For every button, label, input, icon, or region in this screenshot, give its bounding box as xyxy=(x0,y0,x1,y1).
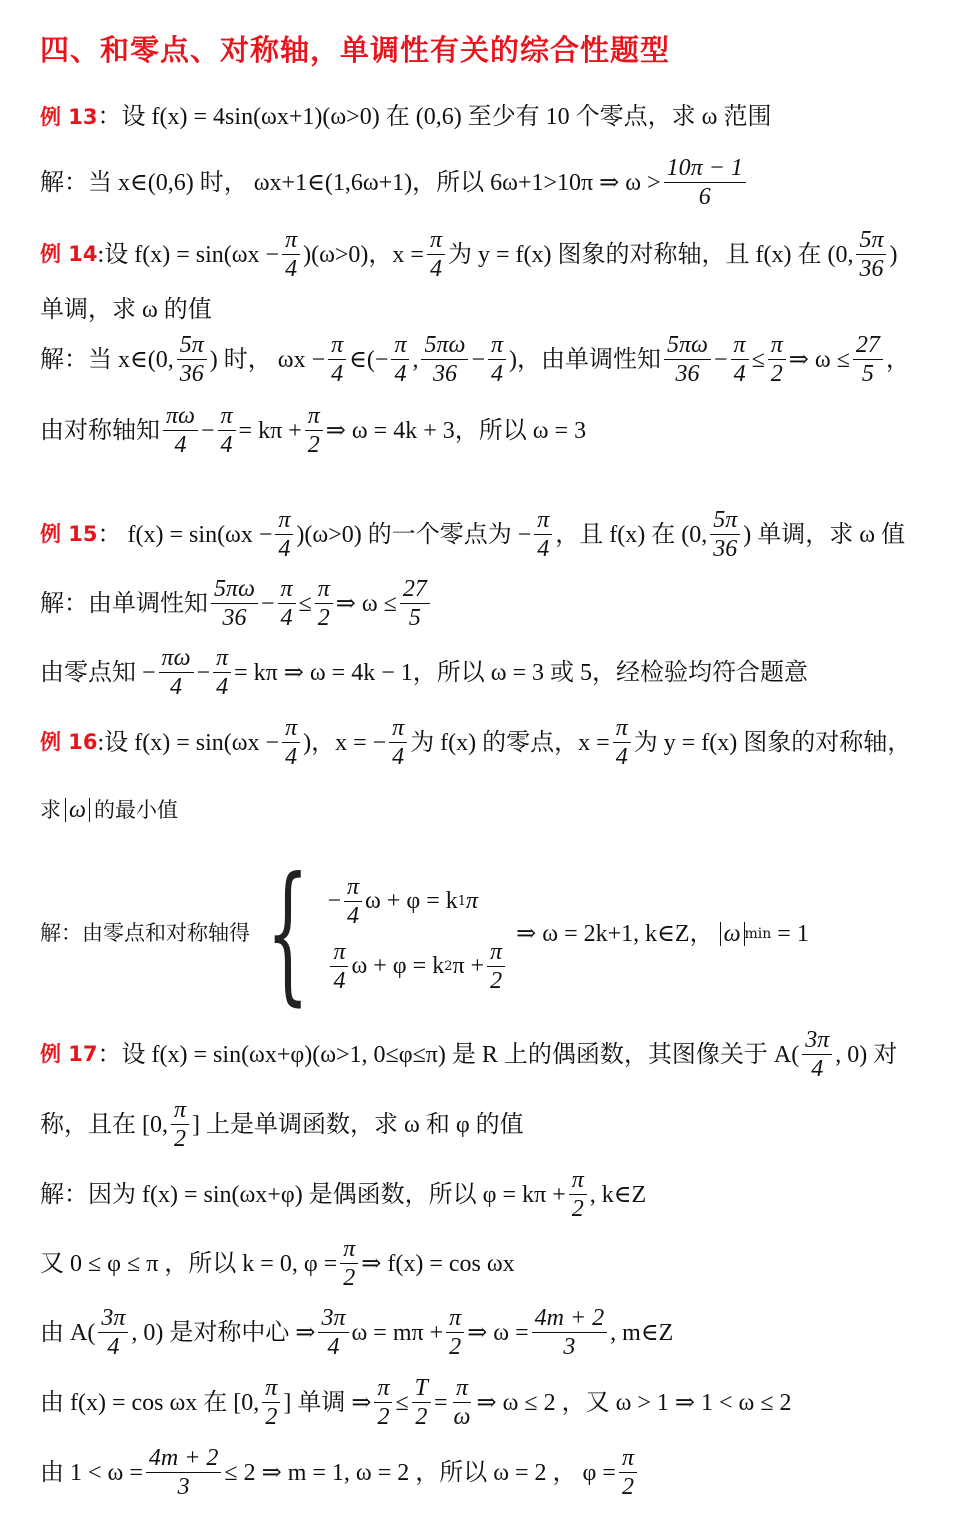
math-text: 2 xyxy=(449,1334,462,1360)
math-text: 2 xyxy=(621,1474,634,1500)
math-text: 2 xyxy=(490,967,503,994)
math-text: 4 xyxy=(280,605,293,631)
fraction xyxy=(768,333,786,386)
fraction xyxy=(218,404,236,457)
fraction xyxy=(278,577,296,630)
math-text: ， xyxy=(885,346,910,373)
math-text: 4 xyxy=(331,361,344,387)
math-text: 4 xyxy=(615,744,628,770)
math-text: 解：当 x∈(0, xyxy=(40,346,174,373)
math-text: π xyxy=(619,1446,637,1473)
math-text: π xyxy=(330,940,348,967)
ex17-solution-2 xyxy=(40,1237,515,1290)
ex15-question xyxy=(40,508,905,561)
math-text: 5πω xyxy=(421,333,468,360)
math-text: ] 上是单调函数，求 ω 和 φ 的值 xyxy=(192,1111,524,1138)
math-text: , k∈Z xyxy=(589,1181,647,1208)
fraction xyxy=(159,646,194,699)
math-text: ≤ xyxy=(751,346,765,373)
fraction xyxy=(344,875,362,928)
fraction xyxy=(211,577,258,630)
math-text: ：设 f(x) = 4sin(ωx+1)(ω>0) 在 (0,6) 至少有 10 个零点，求 ω 范围 xyxy=(97,104,772,130)
math-text: 5πω xyxy=(211,577,258,604)
fraction xyxy=(389,716,407,769)
math-text: 27 xyxy=(853,333,883,360)
math-text: 3 xyxy=(177,1474,190,1500)
math-text: 4 xyxy=(733,361,746,387)
fraction xyxy=(340,1237,358,1290)
math-text: ⇒ ω = 4k + 3，所以 ω = 3 xyxy=(325,417,587,444)
fraction xyxy=(421,333,468,386)
ex15-label: 例 15 xyxy=(40,522,98,546)
math-text: π xyxy=(344,875,362,902)
fraction xyxy=(305,404,323,457)
math-text: 2 xyxy=(571,1196,584,1222)
math-text: π xyxy=(213,646,231,673)
math-text: ) 单调，求 ω 值 xyxy=(743,521,906,548)
math-text: 为 y = f(x) 图象的对称轴，且 f(x) 在 (0, xyxy=(447,241,854,268)
math-text: 4 xyxy=(347,902,359,929)
fraction xyxy=(446,1306,464,1359)
math-text: )(ω>0) 的一个零点为 − xyxy=(296,521,532,548)
fraction xyxy=(171,1098,189,1151)
math-text: 5π xyxy=(710,508,740,535)
math-text: )(ω>0)，x = xyxy=(303,241,424,268)
fraction xyxy=(98,1306,128,1359)
math-text: π xyxy=(466,888,479,914)
math-text: ≤ xyxy=(298,590,312,617)
math-text: , xyxy=(412,346,419,373)
fraction xyxy=(282,716,300,769)
math-text: ⇒ ω ≤ xyxy=(335,590,397,617)
math-text: 称，且在 [0, xyxy=(40,1111,168,1138)
math-text: − xyxy=(471,346,485,373)
math-text: ： f(x) = sin(ωx − xyxy=(97,521,273,548)
math-text: 4 xyxy=(333,967,346,994)
math-text: 2 xyxy=(174,1126,187,1152)
math-text: 4 xyxy=(170,674,183,700)
math-text: 又 0 ≤ φ ≤ π ，所以 k = 0, φ = xyxy=(40,1250,338,1277)
math-text: = 1 xyxy=(777,920,809,947)
math-text: π xyxy=(171,1098,189,1125)
math-text: 由零点知 − xyxy=(40,659,156,686)
ex15-solution-2 xyxy=(40,646,808,699)
math-text: − xyxy=(327,888,341,914)
math-text: 4 xyxy=(216,674,229,700)
math-text: min xyxy=(744,925,772,942)
math-text: π xyxy=(218,404,236,431)
math-text: 4 xyxy=(278,536,291,562)
math-text: 5π xyxy=(177,333,207,360)
math-text: 由 f(x) = cos ωx 在 [0, xyxy=(40,1389,260,1416)
fraction xyxy=(856,228,886,281)
fraction xyxy=(391,333,409,386)
math-text: π xyxy=(262,1376,280,1403)
math-text: ，且 f(x) 在 (0, xyxy=(555,521,708,548)
math-text: 5 xyxy=(408,605,421,631)
ex16-question xyxy=(40,716,911,769)
math-text: π + xyxy=(452,953,485,979)
fraction xyxy=(619,1446,637,1499)
ex13-label: 例 13 xyxy=(40,104,98,129)
math-text: 36 xyxy=(222,605,247,631)
math-text: π xyxy=(305,404,323,431)
fraction xyxy=(330,940,348,993)
fraction xyxy=(451,1376,474,1429)
ex17-solution-3 xyxy=(40,1306,673,1359)
math-text: 2 xyxy=(770,361,783,387)
math-text: 3π xyxy=(98,1306,128,1333)
math-text: πω xyxy=(163,404,198,431)
math-text: 4 xyxy=(285,256,298,282)
math-text: ≤ xyxy=(395,1389,409,1416)
math-text: 单调，求 ω 的值 xyxy=(40,297,212,323)
math-text: 2 xyxy=(415,1404,428,1430)
math-text: 4 xyxy=(174,432,187,458)
ex17-solution-5 xyxy=(40,1446,640,1499)
math-text: = kπ ⇒ ω = 4k − 1，所以 ω = 3 或 5，经检验均符合题意 xyxy=(234,659,809,686)
math-text: π xyxy=(328,333,346,360)
math-text: = kπ + xyxy=(238,417,302,444)
math-text: 求 xyxy=(40,797,61,822)
math-text: ⇒ ω ≤ 2 ，又 ω > 1 ⇒ 1 < ω ≤ 2 xyxy=(476,1389,792,1416)
math-text: ：设 f(x) = sin(ωx+φ)(ω>1, 0≤φ≤π) 是 R 上的偶函数，其图像关于 A( xyxy=(97,1041,800,1068)
math-text: π xyxy=(282,716,300,743)
math-text: 4 xyxy=(394,361,407,387)
ex17-solution-4 xyxy=(40,1376,792,1429)
fraction xyxy=(262,1376,280,1429)
math-text: ⇒ f(x) = cos ωx xyxy=(361,1250,515,1277)
math-text: 为 f(x) 的零点，x = xyxy=(410,729,610,756)
math-text: 4m + 2 xyxy=(146,1446,222,1473)
math-text: 4 xyxy=(327,1334,340,1360)
fraction xyxy=(710,508,740,561)
math-text: T xyxy=(412,1376,431,1403)
math-text: π xyxy=(278,577,296,604)
math-text: 由对称轴知 xyxy=(40,417,160,444)
fraction xyxy=(282,228,300,281)
fraction xyxy=(400,577,430,630)
math-text: 36 xyxy=(432,361,457,387)
math-text: π xyxy=(487,940,505,967)
fraction xyxy=(532,1306,608,1359)
ex17-question xyxy=(40,1028,897,1081)
math-text: 4 xyxy=(285,744,298,770)
math-text: − xyxy=(200,417,215,444)
math-text: 5 xyxy=(861,361,874,387)
math-text: 3 xyxy=(563,1334,576,1360)
ex17-solution-1 xyxy=(40,1168,646,1221)
math-text: π xyxy=(389,716,407,743)
math-text: 4 xyxy=(107,1334,120,1360)
ex16-question-cont xyxy=(40,798,178,822)
math-text: :设 f(x) = sin(ωx − xyxy=(97,729,280,756)
math-text: 解：由单调性知 xyxy=(40,590,208,617)
fraction xyxy=(664,333,711,386)
math-text: )，由单调性知 xyxy=(509,346,662,373)
math-text: 2 xyxy=(307,432,320,458)
math-text: , m∈Z xyxy=(610,1319,674,1346)
math-text: 4m + 2 xyxy=(532,1306,608,1333)
math-text: π xyxy=(340,1237,358,1264)
fraction xyxy=(534,508,552,561)
ex14-question-cont xyxy=(40,298,212,322)
fraction xyxy=(213,646,231,699)
math-text: ω xyxy=(65,798,90,822)
math-text: 36 xyxy=(859,256,884,282)
ex16-solution: 解：由零点和对称轴得 { − $\frac{\pi}{4}$ ω + φ = k 1 π $\frac{\pi}{4}$ ω + φ = k 2 π + $\frac{\pi}{2}$ ⇒ ω = 2k+1, k∈Z， ω min = 1 xyxy=(40,846,809,1020)
ex14-solution-2 xyxy=(40,404,586,457)
fraction xyxy=(374,1376,392,1429)
math-text: , 0) 是对称中心 ⇒ xyxy=(131,1319,316,1346)
math-text: 6 xyxy=(698,184,711,210)
fraction xyxy=(412,1376,431,1429)
math-text: 10π − 1 xyxy=(664,156,746,183)
math-text: 4 xyxy=(392,744,405,770)
math-text: ω xyxy=(453,1404,471,1430)
math-text: ⇒ ω ≤ xyxy=(788,346,850,373)
math-text: π xyxy=(488,333,506,360)
math-text: ] 单调 ⇒ xyxy=(283,1389,372,1416)
math-text: πω xyxy=(159,646,194,673)
math-text: π xyxy=(374,1376,392,1403)
fraction xyxy=(613,716,631,769)
fraction xyxy=(318,1306,348,1359)
math-text: 2 xyxy=(377,1404,390,1430)
math-text: ω xyxy=(720,922,745,946)
ex16-label: 例 16 xyxy=(40,730,98,754)
math-text: π xyxy=(446,1306,464,1333)
math-text: 2 xyxy=(343,1265,356,1291)
math-text: π xyxy=(391,333,409,360)
math-text: 2 xyxy=(265,1404,278,1430)
fraction xyxy=(146,1446,222,1499)
math-text: 4 xyxy=(429,256,442,282)
math-text: 解：由零点和对称轴得 xyxy=(40,921,250,945)
math-text: 由 1 < ω = xyxy=(40,1459,143,1486)
fraction xyxy=(731,333,749,386)
math-text: 5π xyxy=(856,228,886,255)
math-text: π xyxy=(315,577,333,604)
math-text: 4 xyxy=(220,432,233,458)
fraction xyxy=(487,940,505,993)
math-text: 解：因为 f(x) = sin(ωx+φ) 是偶函数，所以 φ = kπ + xyxy=(40,1181,566,1208)
math-text: 2 xyxy=(317,605,330,631)
math-text: ω = mπ + xyxy=(351,1319,444,1346)
math-text: 5πω xyxy=(664,333,711,360)
fraction xyxy=(427,228,445,281)
ex17-question-cont xyxy=(40,1098,524,1151)
ex14-label: 例 14 xyxy=(40,242,98,266)
math-text: 由 A( xyxy=(40,1319,96,1346)
math-text: π xyxy=(275,508,293,535)
ex14-solution-1 xyxy=(40,333,910,386)
math-text: ω + φ = k xyxy=(351,953,445,979)
math-text: 36 xyxy=(675,361,700,387)
math-text: 的最小值 xyxy=(93,797,178,822)
math-text: :设 f(x) = sin(ωx − xyxy=(97,241,280,268)
math-text: π xyxy=(768,333,786,360)
math-text: 解：当 x∈(0,6) 时， ωx+1∈(1,6ω+1)，所以 6ω+1>10π ⇒ ω > xyxy=(40,169,661,196)
math-text: π xyxy=(453,1376,471,1403)
math-text: ⇒ ω = xyxy=(467,1319,529,1346)
math-text: 3π xyxy=(802,1028,832,1055)
math-text: 27 xyxy=(400,577,430,604)
fraction xyxy=(488,333,506,386)
fraction xyxy=(328,333,346,386)
math-text: ω + φ = k xyxy=(365,888,458,914)
equation-system: − $\frac{\pi}{4}$ ω + φ = k 1 π $\frac{\pi}{4}$ ω + φ = k 2 π + $\frac{\pi}{2}$ xyxy=(327,875,508,993)
math-text: ) xyxy=(889,241,898,268)
math-text: π xyxy=(731,333,749,360)
fraction xyxy=(853,333,883,386)
fraction xyxy=(177,333,207,386)
math-text: π xyxy=(534,508,552,535)
math-text: 为 y = f(x) 图象的对称轴， xyxy=(633,729,912,756)
math-text: 4 xyxy=(537,536,550,562)
math-text: π xyxy=(613,716,631,743)
ex15-solution-1 xyxy=(40,577,433,630)
math-text: 36 xyxy=(179,361,204,387)
math-text: 36 xyxy=(713,536,738,562)
fraction xyxy=(569,1168,587,1221)
math-text: , 0) 对 xyxy=(835,1041,898,1068)
math-text: 4 xyxy=(811,1056,824,1082)
ex14-question xyxy=(40,228,897,281)
fraction xyxy=(664,156,746,209)
math-text: 4 xyxy=(491,361,504,387)
math-text: π xyxy=(569,1168,587,1195)
math-text: ≤ 2 ⇒ m = 1, ω = 2 ，所以 ω = 2 ， φ = xyxy=(224,1459,616,1486)
ex13-question xyxy=(40,105,771,129)
section-title: 四、和零点、对称轴，单调性有关的综合性题型 xyxy=(40,33,671,67)
ex17-label: 例 17 xyxy=(40,1042,98,1066)
math-text: 3π xyxy=(318,1306,348,1333)
fraction xyxy=(315,577,333,630)
math-text: ⇒ ω = 2k+1, k∈Z， xyxy=(516,920,714,947)
fraction xyxy=(802,1028,832,1081)
fraction xyxy=(275,508,293,561)
math-text: − xyxy=(196,659,211,686)
math-text: ∈(− xyxy=(349,346,389,373)
math-text: ) 时， ωx − xyxy=(209,346,326,373)
math-text: )，x = − xyxy=(303,729,387,756)
math-text: π xyxy=(427,228,445,255)
math-text: π xyxy=(282,228,300,255)
ex13-solution xyxy=(40,156,749,209)
math-text: − xyxy=(714,346,728,373)
math-text: − xyxy=(260,590,275,617)
fraction xyxy=(163,404,198,457)
math-text: = xyxy=(434,1389,448,1416)
